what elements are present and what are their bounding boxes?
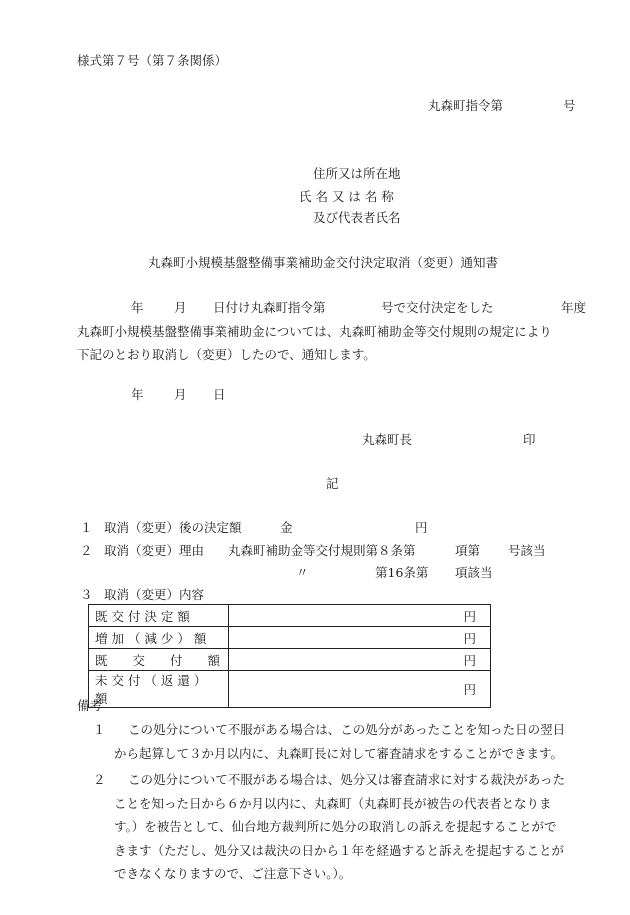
- item-1-number: １: [80, 520, 93, 535]
- table-row-label: 未 交 付 （ 返 還 ） 額: [89, 671, 229, 708]
- year-label: 年: [131, 300, 144, 315]
- representative-label: 及び代表者氏名: [313, 210, 401, 225]
- item-2-label: 取消（変更）理由: [104, 543, 205, 558]
- remark-line: ことを知った日から６か月以内に、丸森町（丸森町長が被告の代表者となりま: [114, 795, 552, 811]
- table-row-label: 既 交 付 額: [89, 649, 229, 671]
- seal-mark: 印: [523, 432, 536, 447]
- item-2-rule: 丸森町補助金等交付規則第８条第: [228, 543, 416, 558]
- remark-item: [77, 768, 597, 886]
- fiscal-year-label: 年度: [561, 300, 587, 315]
- month-label: 月: [174, 300, 187, 315]
- remarks-heading: 備考: [77, 698, 103, 713]
- document-title: 丸森町小規模基盤整備事業補助金交付決定取消（変更）通知書: [148, 255, 499, 270]
- item-3-number: ３: [80, 587, 93, 602]
- date-month: 月: [174, 387, 187, 402]
- remark-item: [77, 718, 597, 765]
- decided-text: 号で交付決定をした: [381, 300, 494, 315]
- remark-line: から起算して３か月以内に、丸森町長に対して審査請求をすることができます。: [114, 745, 564, 761]
- item-3-label: 取消（変更）内容: [104, 587, 205, 602]
- article-16-ref: 第16条第: [375, 565, 429, 580]
- remark-line: す。）を被告として、仙台地方裁判所に処分の取消しの訴えを提起することがで: [114, 819, 557, 834]
- remark-line: きます（ただし、処分又は裁決の日から１年を経過すると訴えを提起することが: [114, 842, 565, 858]
- change-detail-table: [88, 604, 491, 708]
- item-2-gou: 号該当: [508, 543, 546, 558]
- form-number: 様式第７号（第７条関係）: [77, 53, 228, 68]
- date-year: 年: [131, 387, 144, 402]
- ditto-mark: 〃: [296, 565, 309, 580]
- body-line-2: 丸森町小規模基盤整備事業補助金については、丸森町補助金等交付規則の規定により: [77, 323, 552, 339]
- remarks-section: [77, 697, 597, 886]
- item-1-yen: 円: [415, 520, 428, 535]
- body-paragraph: [77, 296, 592, 367]
- table-row: [89, 627, 491, 649]
- remark-line: この処分について不服がある場合は、処分又は審査請求に対する裁決があった: [128, 772, 566, 787]
- item-2-kou: 項第: [455, 543, 481, 558]
- item-1-label: 取消（変更）後の決定額: [104, 520, 242, 535]
- reference-prefix: 丸森町指令第: [428, 98, 504, 113]
- body-line-1: [77, 296, 592, 320]
- item-2-number: ２: [80, 543, 93, 558]
- ki-heading: 記: [326, 476, 339, 491]
- table-row-label: 増 加 （ 減 少 ） 額: [89, 627, 229, 649]
- table-row-unit: 円: [229, 627, 491, 649]
- article-16-kou: 項該当: [455, 565, 493, 580]
- table-row: [89, 605, 491, 627]
- issuer-name: 丸森町長: [362, 432, 413, 447]
- remark-number: １: [93, 722, 106, 737]
- reference-suffix: 号: [563, 98, 576, 113]
- table-row: [89, 649, 491, 671]
- remark-text: [104, 768, 597, 886]
- table-row-unit: 円: [229, 649, 491, 671]
- remark-text: [104, 718, 597, 765]
- name-label: 氏 名 又 は 名 称: [299, 189, 394, 204]
- remark-number: ２: [93, 772, 106, 787]
- table-row-unit: 円: [229, 671, 491, 708]
- table-row-unit: 円: [229, 605, 491, 627]
- table-row-label: 既 交 付 決 定 額: [89, 605, 229, 627]
- item-1-kin: 金: [280, 520, 293, 535]
- remark-line: できなくなりますので、ご注意下さい。）。: [114, 866, 352, 881]
- dated-reference: 日付け丸森町指令第: [213, 300, 326, 315]
- body-line-3: 下記のとおり取消し（変更）したので、通知します。: [77, 347, 376, 362]
- date-day: 日: [213, 387, 226, 402]
- remark-line: この処分について不服がある場合は、この処分があったことを知った日の翌日: [128, 722, 566, 737]
- address-label: 住所又は所在地: [313, 166, 401, 181]
